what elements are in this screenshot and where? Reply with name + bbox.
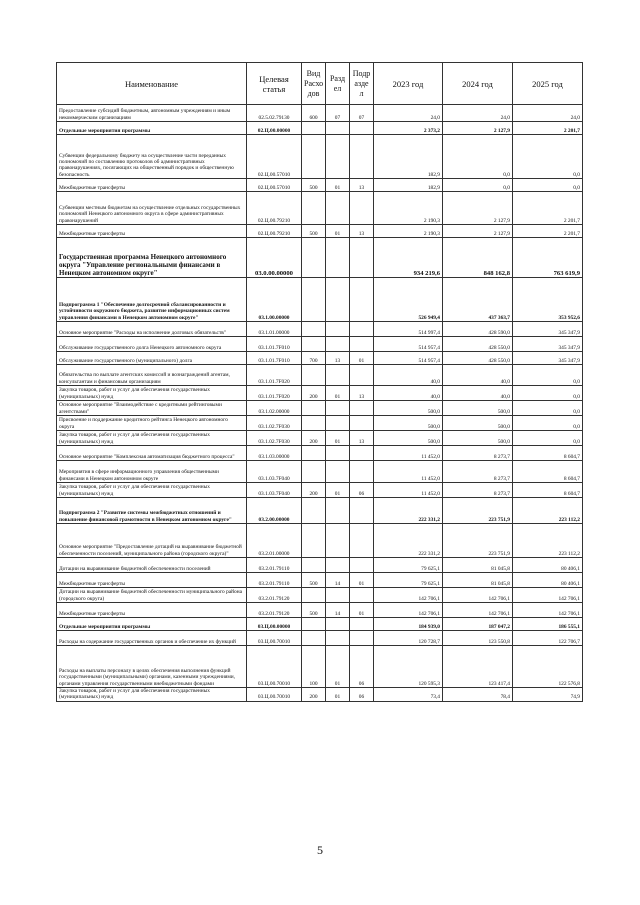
cell-2025: 345 347,9 [513, 322, 583, 337]
cell-subsection: 01 [350, 603, 374, 618]
cell-2025: 142 706,1 [513, 588, 583, 603]
cell-section: 14 [326, 573, 350, 588]
header-2023: 2023 год [374, 63, 443, 105]
cell-2024: 123 417,4 [443, 646, 513, 688]
cell-name: Обслуживание государственного долга Ненецкого автономного округа [57, 337, 247, 352]
cell-2024: 40,0 [443, 386, 513, 401]
cell-expense-type: 500 [302, 573, 326, 588]
header-2025: 2025 год [513, 63, 583, 105]
table-row [57, 365, 583, 386]
cell-section: 07 [326, 105, 350, 122]
cell-name: Межбюджетные трансферты [57, 225, 247, 238]
cell-section [326, 238, 350, 278]
cell-2025: 0,0 [513, 386, 583, 401]
cell-section: 01 [326, 483, 350, 498]
table-row [57, 386, 583, 401]
cell-target: 02.Ц.00.57010 [247, 135, 302, 179]
cell-subsection: 06 [350, 688, 374, 702]
cell-subsection [350, 558, 374, 573]
cell-expense-type [302, 461, 326, 483]
cell-target: 03.1.01.00000 [247, 322, 302, 337]
cell-subsection [350, 238, 374, 278]
cell-expense-type: 500 [302, 603, 326, 618]
cell-2025: 0,0 [513, 135, 583, 179]
cell-expense-type: 700 [302, 352, 326, 365]
budget-table-container [56, 62, 582, 702]
cell-2023: 142 706,1 [374, 603, 443, 618]
cell-target: 03.1.02.7F030 [247, 416, 302, 431]
cell-section [326, 631, 350, 646]
cell-target: 03.2.01.79120 [247, 588, 302, 603]
cell-2025: 8 604,7 [513, 461, 583, 483]
cell-name: Обслуживание государственного (муниципального) долга [57, 352, 247, 365]
cell-2023: 184 939,0 [374, 618, 443, 631]
cell-expense-type: 500 [302, 179, 326, 192]
cell-expense-type [302, 558, 326, 573]
cell-name: Основное мероприятие "Предоставление дотаций на выравнивание бюджетной обеспеченности поселений, муниципального района (городского округа)" [57, 524, 247, 558]
table-row [57, 238, 583, 278]
cell-target: 03.1.00.00000 [247, 278, 302, 322]
cell-2025: 122 576,8 [513, 646, 583, 688]
cell-section [326, 337, 350, 352]
cell-target: 03.Ц.00.70010 [247, 688, 302, 702]
table-row [57, 322, 583, 337]
table-row [57, 524, 583, 558]
cell-2023: 120 595,3 [374, 646, 443, 688]
cell-target: 03.2.01.79110 [247, 573, 302, 588]
cell-name: Субвенции местным бюджетам на осуществление отдельных государственных полномочий Ненецкого автономного округа в сфере административных правонарушений [57, 192, 247, 225]
cell-section [326, 192, 350, 225]
cell-subsection [350, 192, 374, 225]
cell-2024: 428 590,0 [443, 322, 513, 337]
table-row [57, 646, 583, 688]
cell-section [326, 498, 350, 524]
cell-subsection: 06 [350, 483, 374, 498]
cell-2024: 0,0 [443, 179, 513, 192]
cell-2024: 81 045,8 [443, 573, 513, 588]
cell-target: 03.1.02.00000 [247, 401, 302, 416]
cell-2023: 222 331,2 [374, 524, 443, 558]
cell-expense-type [302, 524, 326, 558]
cell-expense-type [302, 122, 326, 135]
cell-target: 02.Ц.00.57010 [247, 179, 302, 192]
cell-name: Мероприятия в сфере информационного управления общественными финансами в Ненецком автономном округе [57, 461, 247, 483]
cell-2024: 428 550,0 [443, 352, 513, 365]
cell-2023: 514 997,4 [374, 322, 443, 337]
cell-subsection: 13 [350, 179, 374, 192]
cell-2025: 2 201,7 [513, 122, 583, 135]
cell-name: Межбюджетные трансферты [57, 573, 247, 588]
cell-subsection: 13 [350, 225, 374, 238]
cell-name: Закупка товаров, работ и услуг для обеспечения государственных (муниципальных) нужд [57, 483, 247, 498]
cell-expense-type [302, 588, 326, 603]
cell-target: 03.1.03.7F040 [247, 483, 302, 498]
cell-2023: 11 452,0 [374, 461, 443, 483]
cell-name: Субвенции федеральному бюджету на осуществление части переданных полномочий по составлению протоколов об административных правонарушениях, посягающих на общественный порядок и общественную безопасность [57, 135, 247, 179]
header-expense-type: Вид Расхо дов [302, 63, 326, 105]
cell-subsection [350, 322, 374, 337]
table-row [57, 483, 583, 498]
cell-2025: 0,0 [513, 401, 583, 416]
cell-subsection [350, 498, 374, 524]
cell-name: Подпрограмма 1 "Обеспечение долгосрочной сбалансированности и устойчивости окружного бюджета, развитие информационных систем управления финансами в Ненецком автономном округе" [57, 278, 247, 322]
cell-target: 03.Ц.00.00000 [247, 618, 302, 631]
cell-subsection [350, 416, 374, 431]
cell-expense-type: 200 [302, 483, 326, 498]
cell-2023: 500,0 [374, 416, 443, 431]
cell-section: 01 [326, 646, 350, 688]
cell-name: Основное мероприятие "Расходы на исполнение долговых обязательств" [57, 322, 247, 337]
cell-section [326, 416, 350, 431]
cell-subsection: 13 [350, 431, 374, 446]
table-row [57, 573, 583, 588]
cell-2025: 8 604,7 [513, 446, 583, 461]
cell-name: Обязательства по выплате агентских комиссий и вознаграждений агентам, консультантам и финансовым организациям [57, 365, 247, 386]
cell-target: 03.1.01.7F020 [247, 365, 302, 386]
cell-2023: 526 949,4 [374, 278, 443, 322]
cell-2024: 142 706,1 [443, 588, 513, 603]
cell-2024: 0,0 [443, 135, 513, 179]
cell-subsection: 01 [350, 573, 374, 588]
cell-2023: 40,0 [374, 365, 443, 386]
cell-name: Межбюджетные трансферты [57, 179, 247, 192]
cell-2025: 142 706,1 [513, 603, 583, 618]
cell-expense-type [302, 498, 326, 524]
cell-2023: 222 331,2 [374, 498, 443, 524]
cell-section [326, 558, 350, 573]
cell-section: 01 [326, 179, 350, 192]
cell-section [326, 278, 350, 322]
cell-2024: 81 045,8 [443, 558, 513, 573]
cell-subsection: 13 [350, 386, 374, 401]
cell-expense-type [302, 618, 326, 631]
cell-expense-type: 500 [302, 225, 326, 238]
cell-name: Подпрограмма 2 "Развитие системы межбюджетных отношений и повышение финансовой грамотности в Ненецком автономном округе" [57, 498, 247, 524]
cell-expense-type [302, 135, 326, 179]
cell-expense-type [302, 337, 326, 352]
cell-2025: 0,0 [513, 179, 583, 192]
cell-expense-type: 200 [302, 688, 326, 702]
table-row [57, 225, 583, 238]
cell-2025: 223 112,2 [513, 524, 583, 558]
cell-expense-type [302, 322, 326, 337]
cell-target: 03.2.01.79120 [247, 603, 302, 618]
header-subsection: Подр азде л [350, 63, 374, 105]
cell-2023: 934 219,6 [374, 238, 443, 278]
cell-expense-type [302, 631, 326, 646]
cell-2025: 8 604,7 [513, 483, 583, 498]
cell-2024: 2 127,9 [443, 225, 513, 238]
cell-section: 01 [326, 688, 350, 702]
cell-2023: 79 625,1 [374, 573, 443, 588]
cell-2024: 223 751,9 [443, 498, 513, 524]
cell-subsection: 06 [350, 646, 374, 688]
cell-subsection [350, 401, 374, 416]
cell-2025: 763 619,9 [513, 238, 583, 278]
cell-2025: 0,0 [513, 431, 583, 446]
cell-2025: 345 347,9 [513, 337, 583, 352]
cell-section [326, 322, 350, 337]
cell-2025: 24,0 [513, 105, 583, 122]
cell-section [326, 588, 350, 603]
cell-target: 03.1.01.7F010 [247, 337, 302, 352]
cell-section: 14 [326, 603, 350, 618]
cell-name: Расходы на выплаты персоналу в целях обеспечения выполнения функций государственными (муниципальными) органами, казенными учреждениями, органами управления государственными внебюджетными фондами [57, 646, 247, 688]
cell-section: 01 [326, 225, 350, 238]
cell-subsection [350, 446, 374, 461]
cell-target: 02.Ц.00.79210 [247, 192, 302, 225]
cell-2024: 223 751,9 [443, 524, 513, 558]
table-row [57, 631, 583, 646]
cell-2025: 74,9 [513, 688, 583, 702]
cell-2023: 2 190,3 [374, 192, 443, 225]
cell-section [326, 401, 350, 416]
cell-subsection [350, 337, 374, 352]
cell-section [326, 524, 350, 558]
cell-2023: 2 190,3 [374, 225, 443, 238]
cell-2025: 80 406,1 [513, 558, 583, 573]
cell-name: Дотации на выравнивание бюджетной обеспеченности муниципального района (городского округа) [57, 588, 247, 603]
cell-2025: 345 347,9 [513, 352, 583, 365]
table-row [57, 135, 583, 179]
cell-target: 03.1.01.7F020 [247, 386, 302, 401]
cell-subsection: 01 [350, 352, 374, 365]
cell-2024: 142 706,1 [443, 603, 513, 618]
cell-expense-type: 100 [302, 646, 326, 688]
cell-target: 03.0.00.00000 [247, 238, 302, 278]
cell-2023: 500,0 [374, 401, 443, 416]
header-target: Целевая статья [247, 63, 302, 105]
cell-section: 13 [326, 352, 350, 365]
cell-section: 01 [326, 431, 350, 446]
cell-target: 02.Ц.00.79210 [247, 225, 302, 238]
table-row [57, 431, 583, 446]
cell-subsection [350, 135, 374, 179]
cell-name: Отдельные мероприятия программы [57, 122, 247, 135]
cell-2023: 2 373,2 [374, 122, 443, 135]
cell-expense-type [302, 446, 326, 461]
cell-subsection [350, 588, 374, 603]
table-row [57, 588, 583, 603]
table-row [57, 603, 583, 618]
cell-2024: 8 273,7 [443, 446, 513, 461]
cell-name: Присвоение и поддержание кредитного рейтинга Ненецкого автономного округа [57, 416, 247, 431]
cell-2025: 223 112,2 [513, 498, 583, 524]
table-row [57, 498, 583, 524]
cell-expense-type [302, 416, 326, 431]
table-row [57, 401, 583, 416]
cell-2024: 8 273,7 [443, 483, 513, 498]
cell-subsection [350, 278, 374, 322]
cell-subsection [350, 524, 374, 558]
cell-section: 01 [326, 386, 350, 401]
table-row [57, 461, 583, 483]
cell-2024: 187 047,2 [443, 618, 513, 631]
cell-2025: 353 952,6 [513, 278, 583, 322]
cell-section [326, 618, 350, 631]
cell-2023: 120 728,7 [374, 631, 443, 646]
table-row [57, 352, 583, 365]
cell-name: Государственная программа Ненецкого автономного округа "Управление региональными финансами в Ненецком автономном округе" [57, 238, 247, 278]
cell-expense-type [302, 278, 326, 322]
cell-section [326, 365, 350, 386]
cell-name: Закупка товаров, работ и услуг для обеспечения государственных (муниципальных) нужд [57, 431, 247, 446]
cell-target: 03.2.01.79110 [247, 558, 302, 573]
cell-name: Основное мероприятие "Взаимодействие с кредитными рейтинговыми агентствами" [57, 401, 247, 416]
cell-target: 03.2.00.00000 [247, 498, 302, 524]
cell-2025: 0,0 [513, 416, 583, 431]
cell-name: Предоставление субсидий бюджетным, автономным учреждениям и иным некоммерческим организациям [57, 105, 247, 122]
cell-2024: 500,0 [443, 401, 513, 416]
cell-2024: 848 162,8 [443, 238, 513, 278]
cell-expense-type: 600 [302, 105, 326, 122]
cell-target: 03.1.02.7F030 [247, 431, 302, 446]
cell-2024: 500,0 [443, 416, 513, 431]
cell-subsection [350, 618, 374, 631]
table-row [57, 278, 583, 322]
cell-2023: 500,0 [374, 431, 443, 446]
cell-section [326, 135, 350, 179]
cell-2023: 11 452,0 [374, 483, 443, 498]
cell-2023: 514 957,4 [374, 337, 443, 352]
cell-2024: 40,0 [443, 365, 513, 386]
cell-2025: 122 706,7 [513, 631, 583, 646]
cell-2023: 514 957,4 [374, 352, 443, 365]
header-name: Наименование [57, 63, 247, 105]
cell-target: 03.1.03.7F040 [247, 461, 302, 483]
table-row [57, 688, 583, 702]
cell-section [326, 461, 350, 483]
cell-2023: 182,9 [374, 135, 443, 179]
cell-2023: 182,9 [374, 179, 443, 192]
cell-name: Закупка товаров, работ и услуг для обеспечения государственных (муниципальных) нужд [57, 386, 247, 401]
cell-target: 03.1.01.7F010 [247, 352, 302, 365]
page-number: 5 [317, 843, 323, 857]
table-row [57, 446, 583, 461]
cell-2024: 8 273,7 [443, 461, 513, 483]
cell-subsection [350, 122, 374, 135]
cell-name: Межбюджетные трансферты [57, 603, 247, 618]
table-row [57, 122, 583, 135]
cell-name: Основное мероприятие "Комплексная автоматизация бюджетного процесса" [57, 446, 247, 461]
cell-expense-type [302, 365, 326, 386]
cell-name: Расходы на содержание государственных органов и обеспечение их функций [57, 631, 247, 646]
cell-target: 02.5.02.79130 [247, 105, 302, 122]
table-row [57, 618, 583, 631]
cell-subsection: 07 [350, 105, 374, 122]
table-row [57, 105, 583, 122]
table-row [57, 192, 583, 225]
cell-2025: 2 201,7 [513, 192, 583, 225]
cell-subsection [350, 631, 374, 646]
cell-expense-type [302, 238, 326, 278]
table-row [57, 337, 583, 352]
table-row [57, 558, 583, 573]
cell-expense-type [302, 401, 326, 416]
cell-expense-type [302, 192, 326, 225]
budget-table [56, 62, 583, 702]
cell-subsection [350, 461, 374, 483]
cell-target: 03.1.03.00000 [247, 446, 302, 461]
cell-2024: 123 550,8 [443, 631, 513, 646]
cell-name: Дотации на выравнивание бюджетной обеспеченности поселений [57, 558, 247, 573]
header-2024: 2024 год [443, 63, 513, 105]
header-section: Разд ел [326, 63, 350, 105]
cell-target: 03.2.01.00000 [247, 524, 302, 558]
cell-expense-type: 200 [302, 386, 326, 401]
cell-target: 02.Ц.00.00000 [247, 122, 302, 135]
cell-2024: 2 127,9 [443, 122, 513, 135]
cell-target: 03.Ц.00.70010 [247, 646, 302, 688]
cell-subsection [350, 365, 374, 386]
cell-2023: 40,0 [374, 386, 443, 401]
cell-2024: 24,0 [443, 105, 513, 122]
cell-2024: 2 127,9 [443, 192, 513, 225]
cell-2025: 0,0 [513, 365, 583, 386]
cell-2024: 437 363,7 [443, 278, 513, 322]
cell-2024: 428 550,0 [443, 337, 513, 352]
cell-2025: 80 406,1 [513, 573, 583, 588]
cell-2023: 79 625,1 [374, 558, 443, 573]
cell-2023: 73,4 [374, 688, 443, 702]
table-row [57, 179, 583, 192]
cell-2023: 11 452,0 [374, 446, 443, 461]
cell-2024: 78,4 [443, 688, 513, 702]
cell-section [326, 122, 350, 135]
table-row [57, 416, 583, 431]
cell-name: Отдельные мероприятия программы [57, 618, 247, 631]
cell-name: Закупка товаров, работ и услуг для обеспечения государственных (муниципальных) нужд [57, 688, 247, 702]
cell-target: 03.Ц.00.70010 [247, 631, 302, 646]
cell-expense-type: 200 [302, 431, 326, 446]
cell-2025: 186 555,1 [513, 618, 583, 631]
cell-2023: 142 706,1 [374, 588, 443, 603]
cell-2023: 24,0 [374, 105, 443, 122]
cell-section [326, 446, 350, 461]
cell-2025: 2 201,7 [513, 225, 583, 238]
cell-2024: 500,0 [443, 431, 513, 446]
